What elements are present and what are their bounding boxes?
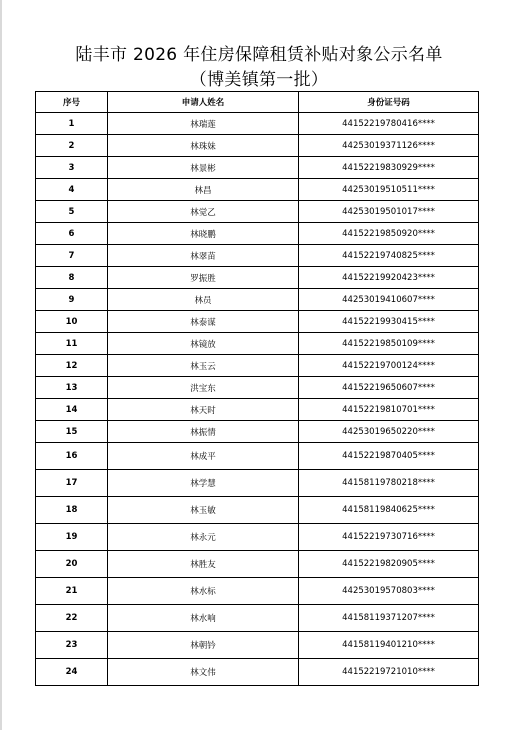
- row-id-number: 44158119840625****: [299, 497, 479, 524]
- row-applicant-name: 林水响: [108, 605, 299, 632]
- table-row: [36, 333, 479, 355]
- row-serial-number: 13: [36, 377, 108, 399]
- recipient-table: [35, 91, 479, 686]
- table-row: [36, 399, 479, 421]
- table-row: [36, 524, 479, 551]
- document-title: 陆丰市 2026 年住房保障租赁补贴对象公示名单: [75, 45, 443, 65]
- row-id-number: 44158119371207****: [299, 605, 479, 632]
- row-serial-number: 8: [36, 267, 108, 289]
- table-row: [36, 377, 479, 399]
- table-row: [36, 157, 479, 179]
- table-row: [36, 201, 479, 223]
- row-applicant-name: 林员: [108, 289, 299, 311]
- header-applicant-name: 申请人姓名: [108, 92, 299, 113]
- row-serial-number: 18: [36, 497, 108, 524]
- table-row: [36, 179, 479, 201]
- row-applicant-name: 林永元: [108, 524, 299, 551]
- row-applicant-name: 林镜放: [108, 333, 299, 355]
- table-row: [36, 443, 479, 470]
- row-id-number: 44152219650607****: [299, 377, 479, 399]
- row-serial-number: 1: [36, 113, 108, 135]
- table-row: [36, 632, 479, 659]
- table-row: [36, 245, 479, 267]
- row-applicant-name: 林胜友: [108, 551, 299, 578]
- table-row: [36, 113, 479, 135]
- row-id-number: 44152219850920****: [299, 223, 479, 245]
- table-row: [36, 497, 479, 524]
- document-subtitle: （博美镇第一批）: [189, 70, 329, 90]
- row-serial-number: 9: [36, 289, 108, 311]
- row-applicant-name: 林朝钤: [108, 632, 299, 659]
- row-applicant-name: 林晓鹏: [108, 223, 299, 245]
- row-serial-number: 5: [36, 201, 108, 223]
- table-row: [36, 135, 479, 157]
- row-serial-number: 11: [36, 333, 108, 355]
- row-applicant-name: 林成平: [108, 443, 299, 470]
- row-applicant-name: 林昌: [108, 179, 299, 201]
- row-id-number: 44152219700124****: [299, 355, 479, 377]
- row-id-number: 44253019371126****: [299, 135, 479, 157]
- table-row: [36, 605, 479, 632]
- row-serial-number: 24: [36, 659, 108, 686]
- row-applicant-name: 林学慧: [108, 470, 299, 497]
- header-serial-number: 序号: [36, 92, 108, 113]
- table-row: [36, 267, 479, 289]
- row-id-number: 44152219740825****: [299, 245, 479, 267]
- row-serial-number: 6: [36, 223, 108, 245]
- row-id-number: 44158119780218****: [299, 470, 479, 497]
- row-serial-number: 19: [36, 524, 108, 551]
- row-serial-number: 20: [36, 551, 108, 578]
- row-serial-number: 10: [36, 311, 108, 333]
- table-row: [36, 311, 479, 333]
- row-applicant-name: 林玉敏: [108, 497, 299, 524]
- row-serial-number: 15: [36, 421, 108, 443]
- row-serial-number: 3: [36, 157, 108, 179]
- header-id-number: 身份证号码: [299, 92, 479, 113]
- row-serial-number: 4: [36, 179, 108, 201]
- row-applicant-name: 林珠妹: [108, 135, 299, 157]
- row-applicant-name: 林水标: [108, 578, 299, 605]
- page-edge: [0, 0, 2, 730]
- table-row: [36, 289, 479, 311]
- row-serial-number: 21: [36, 578, 108, 605]
- row-applicant-name: 罗振胜: [108, 267, 299, 289]
- row-serial-number: 2: [36, 135, 108, 157]
- row-id-number: 44253019501017****: [299, 201, 479, 223]
- row-id-number: 44152219721010****: [299, 659, 479, 686]
- row-id-number: 44152219920423****: [299, 267, 479, 289]
- row-serial-number: 17: [36, 470, 108, 497]
- row-serial-number: 7: [36, 245, 108, 267]
- row-id-number: 44152219730716****: [299, 524, 479, 551]
- table-row: [36, 659, 479, 686]
- row-id-number: 44152219930415****: [299, 311, 479, 333]
- row-id-number: 44253019510511****: [299, 179, 479, 201]
- row-id-number: 44152219810701****: [299, 399, 479, 421]
- row-applicant-name: 林玉云: [108, 355, 299, 377]
- row-id-number: 44158119401210****: [299, 632, 479, 659]
- row-applicant-name: 洪宝东: [108, 377, 299, 399]
- row-id-number: 44152219830929****: [299, 157, 479, 179]
- row-applicant-name: 林翠苗: [108, 245, 299, 267]
- row-id-number: 44152219850109****: [299, 333, 479, 355]
- row-serial-number: 12: [36, 355, 108, 377]
- row-applicant-name: 林文伟: [108, 659, 299, 686]
- row-id-number: 44152219870405****: [299, 443, 479, 470]
- row-serial-number: 16: [36, 443, 108, 470]
- row-applicant-name: 林景彬: [108, 157, 299, 179]
- table-row: [36, 355, 479, 377]
- row-serial-number: 14: [36, 399, 108, 421]
- table-row: [36, 578, 479, 605]
- row-id-number: 44253019650220****: [299, 421, 479, 443]
- row-applicant-name: 林泰谋: [108, 311, 299, 333]
- row-serial-number: 23: [36, 632, 108, 659]
- table-row: [36, 421, 479, 443]
- table-row: [36, 551, 479, 578]
- row-applicant-name: 林天时: [108, 399, 299, 421]
- table-header-row: [36, 92, 479, 113]
- table-row: [36, 223, 479, 245]
- row-serial-number: 22: [36, 605, 108, 632]
- table-row: [36, 470, 479, 497]
- row-id-number: 44253019570803****: [299, 578, 479, 605]
- row-id-number: 44253019410607****: [299, 289, 479, 311]
- row-applicant-name: 林瑞莲: [108, 113, 299, 135]
- row-applicant-name: 林振情: [108, 421, 299, 443]
- row-id-number: 44152219820905****: [299, 551, 479, 578]
- row-id-number: 44152219780416****: [299, 113, 479, 135]
- row-applicant-name: 林觉乙: [108, 201, 299, 223]
